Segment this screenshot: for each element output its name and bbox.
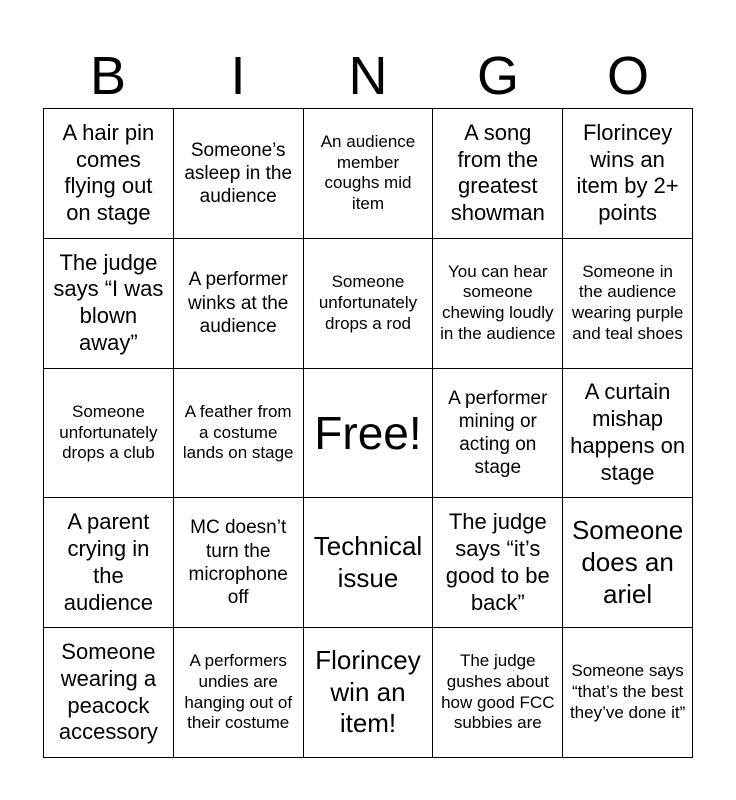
bingo-cell-r5-c4 (433, 628, 563, 758)
cell-text: Someone’s asleep in the audience (184, 139, 293, 207)
cell-text: Someone wearing a peacock accessory (58, 638, 158, 745)
cell-text: The judge gushes about how good FCC subbies are (441, 651, 555, 733)
bingo-cell-r4-c4 (433, 498, 563, 628)
bingo-cell-r1-c3 (304, 109, 434, 239)
cell-text: The judge says “I was blown away” (53, 249, 164, 356)
bingo-cell-r5-c1 (44, 628, 174, 758)
bingo-cell-r5-c3 (304, 628, 434, 758)
bingo-cell-r2-c3 (304, 239, 434, 369)
bingo-cell-r3-c2 (174, 369, 304, 499)
bingo-cell-r4-c5 (563, 498, 693, 628)
cell-text: Someone says “that’s the best they’ve done it” (569, 661, 686, 722)
cell-text: A feather from a costume lands on stage (182, 401, 294, 463)
cell-text: MC doesn’t turn the microphone off (188, 517, 288, 608)
bingo-cell-r2-c2 (174, 239, 304, 369)
bingo-cell-r1-c5 (563, 109, 693, 239)
header-letter-b: B (89, 46, 127, 106)
cell-text: A performers undies are hanging out of their costume (184, 651, 293, 733)
bingo-cell-r1-c1 (44, 109, 174, 239)
cell-text: You can hear someone chewing loudly in the audience (440, 261, 556, 343)
header-letter-g: G (476, 46, 519, 106)
bingo-header (43, 44, 693, 108)
bingo-cell-free (304, 369, 434, 499)
cell-text: A song from the greatest showman (450, 119, 545, 226)
cell-text: A parent crying in the audience (63, 509, 154, 615)
bingo-cell-r3-c4 (433, 369, 563, 499)
cell-text: A curtain mishap happens on stage (570, 379, 686, 485)
bingo-cell-r1-c2 (174, 109, 304, 239)
bingo-cell-r1-c4 (433, 109, 563, 239)
bingo-cell-r2-c4 (433, 239, 563, 369)
cell-text: A performer mining or acting on stage (448, 387, 548, 479)
cell-text: Florincey wins an item by 2+ points (576, 119, 679, 226)
cell-text: Someone does an ariel (571, 515, 684, 609)
header-letter-i: I (230, 46, 246, 106)
bingo-cell-r2-c5 (563, 239, 693, 369)
bingo-cell-r5-c5 (563, 628, 693, 758)
cell-text: Someone in the audience wearing purple and teal shoes (571, 261, 684, 343)
header-letter-o: O (606, 46, 649, 106)
bingo-cell-r4-c1 (44, 498, 174, 628)
bingo-cell-r4-c2 (174, 498, 304, 628)
bingo-grid (43, 108, 693, 758)
bingo-cell-r4-c3 (304, 498, 434, 628)
cell-text: A hair pin comes flying out on stage (62, 119, 155, 226)
bingo-cell-r2-c1 (44, 239, 174, 369)
cell-text: Someone unfortunately drops a rod (318, 272, 418, 333)
header-letter-n: N (348, 46, 388, 106)
cell-text: Someone unfortunately drops a club (59, 401, 158, 463)
cell-text: An audience member coughs mid item (320, 131, 416, 214)
bingo-cell-r3-c5 (563, 369, 693, 499)
cell-text: A performer winks at the audience (188, 269, 289, 337)
cell-text: Florincey win an item! (315, 645, 421, 739)
bingo-cell-r3-c1 (44, 369, 174, 499)
bingo-cell-r5-c2 (174, 628, 304, 758)
cell-text: Technical issue (313, 531, 423, 593)
free-space-text: Free! (314, 406, 422, 459)
cell-text: The judge says “it’s good to be back” (445, 509, 550, 615)
